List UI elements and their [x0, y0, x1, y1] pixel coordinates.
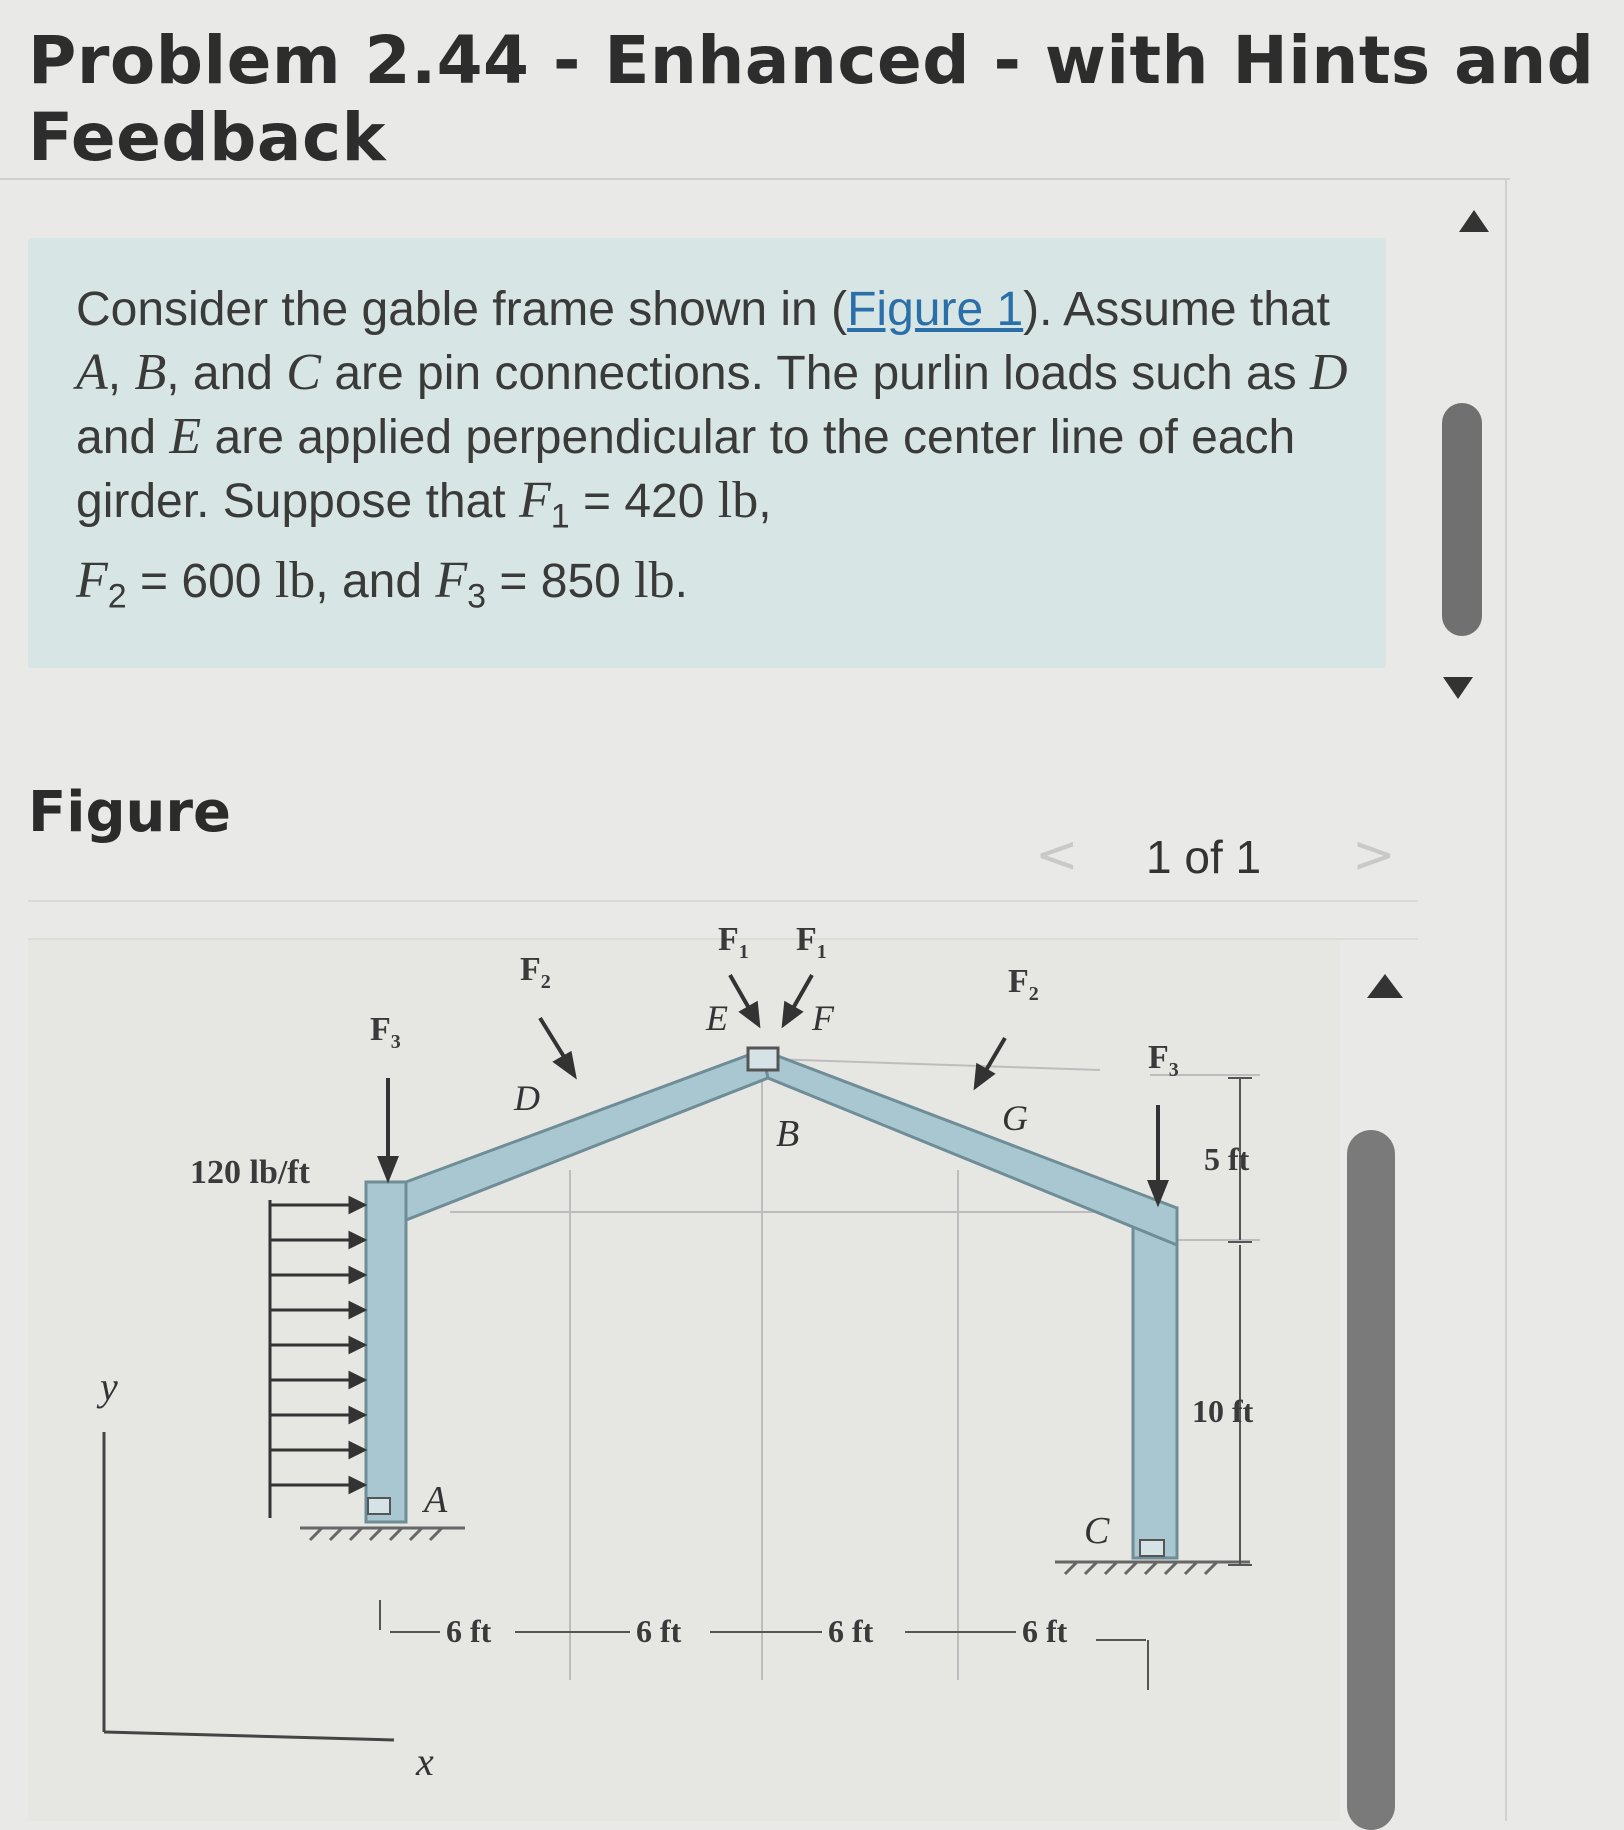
figure-scroll-up-arrow-icon[interactable] — [1365, 972, 1405, 1000]
next-figure-button[interactable]: > — [1352, 825, 1396, 885]
label-dim-6ft-1: 6 ft — [446, 1613, 492, 1649]
label-point-F: F — [812, 998, 834, 1038]
label-dim-5ft: 5 ft — [1204, 1141, 1250, 1177]
label-point-B: B — [776, 1113, 800, 1155]
label-F3-right: $F_3$ — [1148, 1039, 1179, 1081]
pin-C-icon — [1140, 1540, 1164, 1556]
text-run: , and — [166, 347, 287, 400]
unit-lb: lb — [274, 551, 316, 609]
scroll-up-arrow-icon[interactable] — [1457, 208, 1491, 234]
pin-A-icon — [368, 1498, 390, 1514]
label-point-C: C — [1084, 1510, 1110, 1552]
text-run: , and — [315, 554, 436, 608]
label-axis-y: y — [100, 1364, 118, 1409]
figure-1-link[interactable]: Figure 1 — [847, 283, 1024, 336]
math-F2: F — [76, 551, 108, 609]
math-F2-sub: 2 — [107, 577, 127, 616]
text-run: = 420 — [569, 475, 718, 528]
label-F1-left: $F_1$ — [718, 921, 749, 963]
scrollbar-thumb[interactable] — [1442, 403, 1482, 636]
scroll-down-arrow-icon[interactable] — [1441, 675, 1475, 701]
label-dim-6ft-3: 6 ft — [828, 1613, 874, 1649]
label-F2-left: $F_2$ — [520, 951, 551, 993]
page-title: Problem 2.44 - Enhanced - with Hints and Feedback — [28, 22, 1595, 176]
text-run: . — [674, 554, 688, 608]
math-D: D — [1310, 344, 1348, 401]
panel-border — [1505, 178, 1507, 1821]
pin-B-icon — [748, 1048, 778, 1070]
label-point-D: D — [514, 1078, 540, 1118]
label-point-G: G — [1002, 1098, 1028, 1138]
figure-scrollbar-thumb[interactable] — [1347, 1130, 1395, 1830]
previous-figure-button[interactable]: < — [1035, 825, 1079, 885]
unit-lb: lb — [717, 472, 759, 529]
text-run: , — [107, 347, 135, 400]
problem-statement-box — [28, 238, 1386, 668]
left-column — [366, 1182, 406, 1522]
label-F1-right: $F_1$ — [796, 921, 827, 963]
math-B: B — [134, 344, 167, 401]
label-point-A: A — [424, 1479, 448, 1521]
header-divider — [0, 178, 1510, 180]
label-F2-right: $F_2$ — [1008, 963, 1039, 1005]
problem-statement-text — [76, 278, 1376, 628]
text-run: ). Assume that — [1023, 283, 1330, 336]
label-dim-10ft: 10 ft — [1192, 1393, 1254, 1429]
math-F3-sub: 3 — [467, 577, 487, 616]
label-axis-x: x — [416, 1739, 434, 1784]
text-run: = 850 — [486, 554, 635, 608]
text-run: are applied perpendicular to the center line of each girder. Suppose that — [76, 411, 1296, 528]
text-run: = 600 — [126, 554, 275, 608]
text-run: and — [76, 411, 170, 464]
label-point-E: E — [706, 998, 728, 1038]
math-C: C — [286, 344, 321, 401]
label-dim-6ft-4: 6 ft — [1022, 1613, 1068, 1649]
math-F1-sub: 1 — [550, 497, 570, 536]
math-E: E — [169, 408, 202, 465]
right-column — [1133, 1208, 1177, 1558]
label-dim-6ft-2: 6 ft — [636, 1613, 682, 1649]
label-F3-left: $F_3$ — [370, 1011, 401, 1053]
figure-pager-count: 1 of 1 — [1146, 831, 1262, 883]
label-distributed-load: 120 lb/ft — [190, 1154, 310, 1191]
text-run: Consider the gable frame shown in ( — [76, 283, 848, 336]
text-run: , — [758, 475, 772, 528]
unit-lb: lb — [634, 551, 675, 609]
math-F3: F — [435, 551, 468, 609]
figure-heading: Figure — [28, 780, 231, 845]
math-F1: F — [518, 472, 551, 529]
gable-frame-diagram — [0, 900, 1340, 1821]
text-run: are pin connections. The purlin loads such as — [320, 347, 1311, 400]
math-A: A — [76, 344, 108, 401]
